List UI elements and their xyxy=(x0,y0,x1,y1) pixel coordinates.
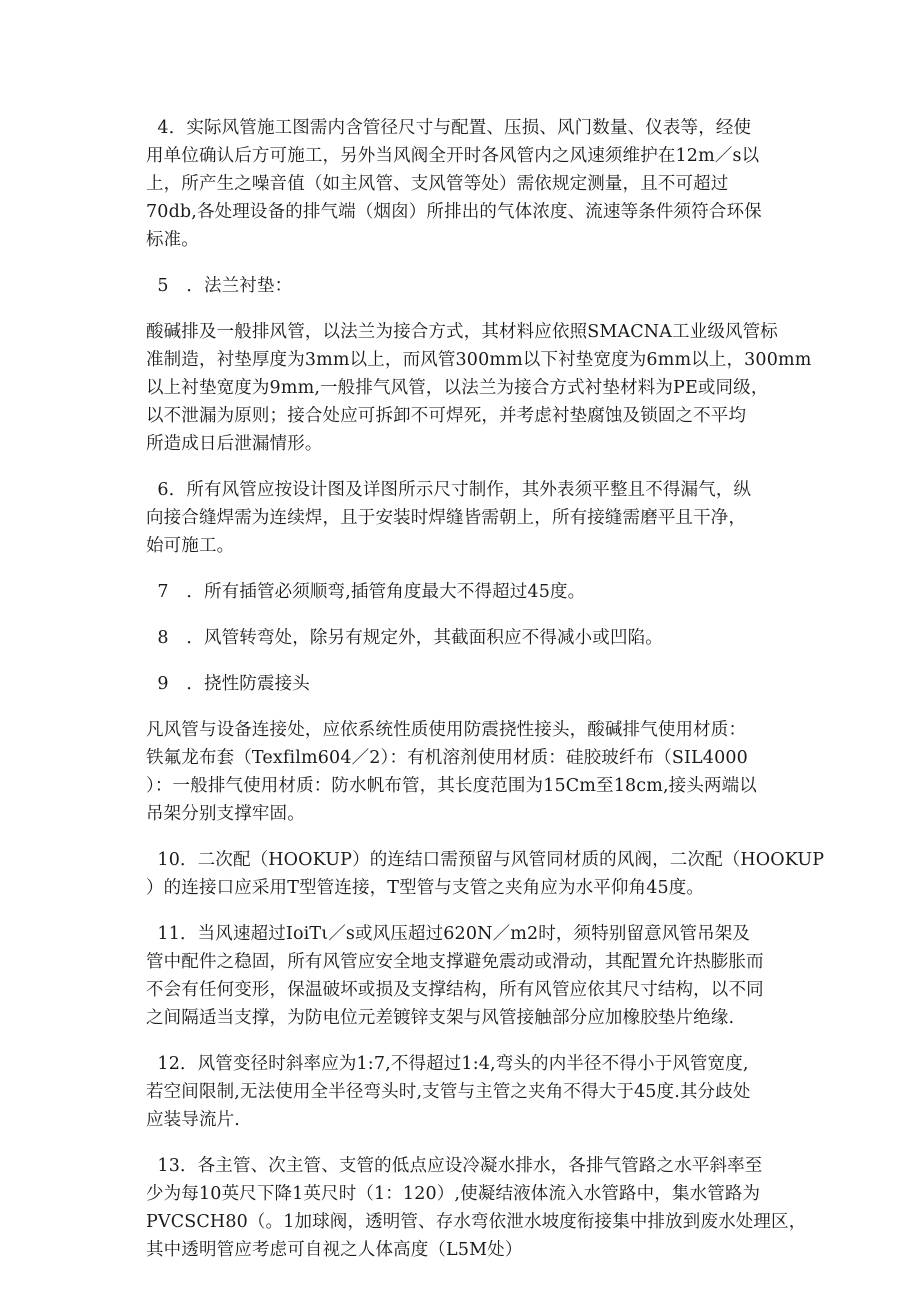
document-page xyxy=(146,114,825,1264)
paragraph-item-11 xyxy=(146,920,786,1032)
text-line: 13．各主管、次主管、支管的低点应设冷凝水排水，各排气管路之水平斜率至 xyxy=(146,1156,763,1176)
paragraph-item-13 xyxy=(146,1152,807,1264)
text-line: 以上衬垫宽度为9mm,一般排气风管，以法兰为接合方式衬垫材料为PE或同级， xyxy=(146,378,769,398)
text-line: 铁氟龙布套（Texfilm604／2）：有机溶剂使用材质：硅胶玻纤布（SIL4000 xyxy=(146,748,748,768)
text-line: 应装导流片. xyxy=(146,1110,240,1130)
text-line: 8 ．风管转弯处，除另有规定外，其截面积应不得减小或凹陷。 xyxy=(146,628,663,648)
text-line: 凡风管与设备连接处，应依系统性质使用防震挠性接头，酸碱排气使用材质： xyxy=(146,720,747,740)
text-line: 70db,各处理设备的排气端（烟囱）所排出的气体浓度、流速等条件须符合环保 xyxy=(146,202,762,222)
text-line: 上，所产生之噪音值（如主风管、支风管等处）需依规定测量，且不可超过 xyxy=(146,174,729,194)
text-line: PVCSCH80（。1加球阀，透明管、存水弯依泄水坡度衔接集中排放到废水处理区， xyxy=(146,1212,807,1232)
text-line: 11．当风速超过IoiTι／s或风压超过620N／m2时，须特别留意风管吊架及 xyxy=(146,924,751,944)
paragraph-body-9 xyxy=(146,716,786,828)
text-line: 所造成日后泄漏情形。 xyxy=(146,434,323,454)
text-line: 其中透明管应考虑可自视之人体高度（L5M处） xyxy=(146,1240,523,1260)
paragraph-item-8 xyxy=(146,624,786,652)
text-line: 9 ．挠性防震接头 xyxy=(146,674,310,694)
text-line: 5 ．法兰衬垫： xyxy=(146,276,293,296)
text-line: 12．风管变径时斜率应为1:7,不得超过1:4,弯头的内半径不得小于风管宽度, xyxy=(146,1054,749,1074)
text-line: 少为每10英尺下降1英尺时（1：120）,使凝结液体流入水管路中，集水管路为 xyxy=(146,1184,761,1204)
text-line: 准制造，衬垫厚度为3mm以上，而风管300mm以下衬垫宽度为6mm以上，300mm xyxy=(146,350,812,370)
text-line: 标准。 xyxy=(146,230,199,250)
paragraph-item-4 xyxy=(146,114,786,254)
paragraph-item-12 xyxy=(146,1050,786,1134)
text-line: 用单位确认后方可施工，另外当风阀全开时各风管内之风速须维护在12m／s以 xyxy=(146,146,760,166)
text-line: 管中配件之稳固，所有风管应安全地支撑避免震动或滑动，其配置允许热膨胀而 xyxy=(146,952,764,972)
text-line: 之间隔适当支撑，为防电位元差镀锌支架与风管接触部分应加橡胶垫片绝缘. xyxy=(146,1008,735,1028)
text-line: 7 ．所有插管必须顺弯,插管角度最大不得超过45度。 xyxy=(146,582,586,602)
text-line: 向接合缝焊需为连续焊，且于安装时焊缝皆需朝上，所有接缝需磨平且干净， xyxy=(146,508,747,528)
text-line: 10．二次配（HOOKUP）的连结口需预留与风管同材质的风阀，二次配（HOOKUP xyxy=(146,850,825,870)
paragraph-item-10 xyxy=(146,846,825,902)
text-line: 以不泄漏为原则；接合处应可拆卸不可焊死，并考虑衬垫腐蚀及锁固之不平均 xyxy=(146,406,747,426)
text-line: ）：一般排气使用材质：防水帆布管，其长度范围为15Cm至18cm,接头两端以 xyxy=(146,776,757,796)
text-line: 6．所有风管应按设计图及详图所示尺寸制作，其外表须平整且不得漏气，纵 xyxy=(146,480,752,500)
paragraph-item-7 xyxy=(146,578,786,606)
text-line: 4．实际风管施工图需内含管径尺寸与配置、压损、风门数量、仪表等，经使 xyxy=(146,118,752,138)
text-line: 若空间限制,无法使用全半径弯头时,支管与主管之夹角不得大于45度.其分歧处 xyxy=(146,1082,751,1102)
paragraph-body-5 xyxy=(146,318,812,458)
text-line: ）的连接口应采用T型管连接，T型管与支管之夹角应为水平仰角45度。 xyxy=(146,878,705,898)
paragraph-item-6 xyxy=(146,476,786,560)
text-line: 不会有任何变形，保温破坏或损及支撑结构，所有风管应依其尺寸结构，以不同 xyxy=(146,980,764,1000)
paragraph-heading-5 xyxy=(146,272,786,300)
text-line: 吊架分别支撑牢固。 xyxy=(146,804,305,824)
text-line: 酸碱排及一般排风管，以法兰为接合方式，其材料应依照SMACNA工业级风管标 xyxy=(146,322,778,342)
text-line: 始可施工。 xyxy=(146,536,235,556)
paragraph-heading-9 xyxy=(146,670,786,698)
